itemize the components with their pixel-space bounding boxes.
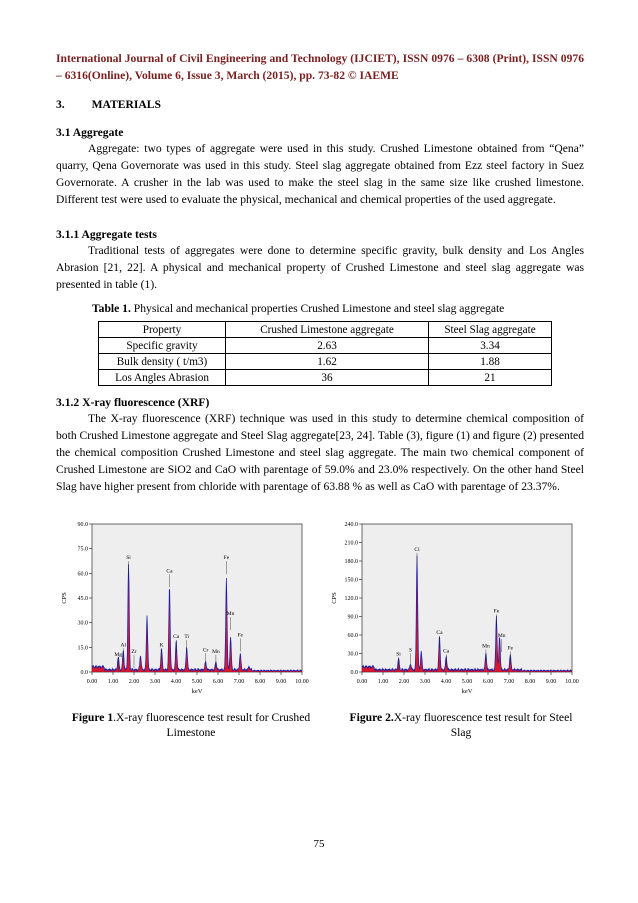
- peak-label: K: [159, 642, 164, 649]
- x-tick-label: 7.00: [503, 679, 515, 685]
- peak-label: Ca: [443, 648, 450, 655]
- plot-area: [92, 524, 302, 672]
- peak-label: Cr: [202, 647, 209, 654]
- x-tick-label: 10.00: [295, 679, 309, 685]
- xrf-chart-limestone-svg: [56, 518, 314, 698]
- table-cell: 36: [226, 370, 429, 386]
- table-row: [99, 370, 552, 386]
- table-1-caption-text: Physical and mechanical properties Crushed Limestone and steel slag aggregate: [130, 302, 505, 315]
- y-tick-label: 120.0: [344, 596, 358, 602]
- y-tick-label: 150.0: [344, 577, 358, 584]
- table-cell: Bulk density ( t/m3): [99, 354, 226, 370]
- x-tick-label: 4.00: [440, 679, 452, 685]
- section-3-1-2-body: The X-ray fluorescence (XRF) technique was used in this study to determine chemical composition of both Crushed Limestone aggregate and Steel Slag aggregate[23, 24]. Table (3), figure (1) and figure (2) presented the chemical composition Crushed Limestone and steel slag aggregate. The main two chemical component of Crushed Limestone are SiO2 and CaO with parentage of 59.0% and 23.0% respectively. On the other hand Steel Slag have higher present from chloride with parentage of 63.88 % as well as CaO with parentage of 23.37%.: [56, 412, 584, 493]
- x-tick-label: 6.00: [482, 679, 494, 685]
- y-tick-label: 30.0: [347, 651, 358, 658]
- y-tick-label: 75.0: [77, 546, 88, 553]
- peak-label: Mn: [226, 611, 235, 618]
- figure-1-caption: [56, 710, 326, 740]
- header-cell: Steel Slag aggregate: [429, 322, 552, 338]
- peak-label: Fe: [507, 645, 514, 652]
- peak-label: Cl: [414, 546, 420, 553]
- page-number: 75: [313, 838, 325, 850]
- section-3-1-heading: 3.1 Aggregate: [56, 126, 124, 139]
- xrf-chart-steel-slag: [326, 518, 584, 703]
- section-3-1-1-heading: 3.1.1 Aggregate tests: [56, 228, 157, 241]
- xrf-chart-steel-slag-svg: [326, 518, 584, 698]
- xrf-chart-limestone: [56, 518, 314, 703]
- y-axis-label: CPS: [61, 592, 68, 604]
- y-tick-label: 180.0: [344, 559, 358, 565]
- peak-label: Si: [126, 555, 131, 562]
- x-tick-label: 3.00: [149, 679, 161, 685]
- x-axis-label: keV: [191, 688, 203, 695]
- x-tick-label: 3.00: [419, 679, 431, 685]
- y-tick-label: 15.0: [77, 645, 88, 652]
- table-row: [99, 338, 552, 354]
- section-3-heading: [56, 96, 584, 113]
- peak-label: S: [408, 647, 413, 654]
- figure-1-text: .X-ray fluorescence test result for Crushed Limestone: [113, 711, 311, 739]
- peak-label: Fe: [237, 632, 244, 639]
- x-tick-label: 7.00: [233, 679, 245, 685]
- x-tick-label: 5.00: [461, 679, 473, 685]
- table-cell: 2.63: [226, 338, 429, 354]
- y-tick-label: 45.0: [77, 596, 88, 602]
- y-tick-label: 90.0: [77, 522, 88, 528]
- x-tick-label: 4.00: [170, 679, 182, 685]
- table-cell: 3.34: [429, 338, 552, 354]
- section-3-1-body: Aggregate: two types of aggregate were used in this study. Crushed Limestone obtained from “Qena” quarry, Qena Governorate was used in this study. Steel slag aggregate obtained from Ezz steel factory in Suez Governorate. A crusher in the lab was used to make the steel slag in the same size like crushed limestone. Different test were used to evaluate the physical, mechanical and chemical properties of the used aggregate.: [56, 142, 584, 206]
- plot-area: [362, 524, 572, 672]
- x-tick-label: 8.00: [254, 679, 266, 685]
- y-axis-label: CPS: [331, 592, 338, 604]
- peak-label: Ca: [436, 630, 443, 636]
- x-tick-label: 0.00: [356, 679, 368, 685]
- section-title: MATERIALS: [91, 98, 161, 111]
- header-cell: Crushed Limestone aggregate: [226, 322, 429, 338]
- x-tick-label: 2.00: [398, 679, 410, 685]
- table-header-row: [99, 322, 552, 338]
- figure-2-caption: [338, 710, 584, 740]
- table-cell: Specific gravity: [99, 338, 226, 354]
- peak-label: Mg: [114, 652, 123, 659]
- section-3-1-2-heading: 3.1.2 X-ray fluorescence (XRF): [56, 396, 210, 409]
- x-tick-label: 8.00: [524, 679, 536, 685]
- figure-1-label: Figure 1: [71, 711, 114, 724]
- x-tick-label: 2.00: [128, 679, 140, 685]
- x-tick-label: 5.00: [191, 679, 203, 685]
- x-axis-label: keV: [461, 688, 473, 695]
- journal-header: International Journal of Civil Engineering and Technology (IJCIET), ISSN 0976 – 6308 (Print), ISSN 0976 – 6316(Online), Volume 6, Issue 3, March (2015), pp. 73-82 © IAEME: [56, 52, 584, 82]
- peak-label: Fe: [223, 555, 230, 562]
- x-tick-label: 9.00: [545, 679, 557, 685]
- y-tick-label: 210.0: [344, 540, 358, 547]
- y-tick-label: 0.0: [80, 670, 88, 676]
- peak-label: Si: [396, 651, 401, 658]
- peak-label: Mn: [497, 633, 506, 640]
- peak-label: Zr: [131, 648, 137, 655]
- y-tick-label: 0.0: [350, 670, 358, 676]
- peak-label: Ca: [166, 568, 173, 575]
- y-tick-label: 60.0: [347, 633, 358, 639]
- peak-label: Fe: [493, 608, 500, 615]
- figure-2-label: Figure 2.: [349, 711, 394, 724]
- peak-label: Mn: [482, 643, 490, 650]
- peak-label: Ti: [184, 634, 190, 641]
- table-1-label: Table 1.: [92, 302, 131, 315]
- y-tick-label: 240.0: [344, 522, 358, 528]
- y-tick-label: 30.0: [77, 620, 88, 627]
- table-cell: 21: [429, 370, 552, 386]
- table-cell: 1.88: [429, 354, 552, 370]
- section-3-1-1-body: Traditional tests of aggregates were done to determine specific gravity, bulk density and Los Angles Abrasion [21, 22]. A physical and mechanical property of Crushed Limestone and steel slag aggregate was presented in table (1).: [56, 244, 584, 291]
- peak-label: Al: [120, 642, 127, 649]
- peak-label: Mn: [212, 648, 220, 655]
- properties-table: [98, 321, 552, 386]
- y-tick-label: 60.0: [77, 571, 88, 578]
- figure-2-text: X-ray fluorescence test result for Steel Slag: [393, 711, 573, 739]
- y-tick-label: 90.0: [347, 614, 358, 621]
- x-tick-label: 1.00: [107, 679, 119, 685]
- x-tick-label: 9.00: [275, 679, 287, 685]
- x-tick-label: 10.00: [565, 679, 579, 685]
- table-cell: Los Angles Abrasion: [99, 370, 226, 386]
- peak-label: Ca: [173, 634, 180, 641]
- header-cell: Property: [99, 322, 226, 338]
- x-tick-label: 0.00: [86, 679, 98, 685]
- table-1-caption: [92, 302, 504, 315]
- x-tick-label: 1.00: [377, 679, 389, 685]
- table-cell: 1.62: [226, 354, 429, 370]
- section-number: 3.: [56, 98, 65, 111]
- x-tick-label: 6.00: [212, 679, 224, 685]
- table-row: [99, 354, 552, 370]
